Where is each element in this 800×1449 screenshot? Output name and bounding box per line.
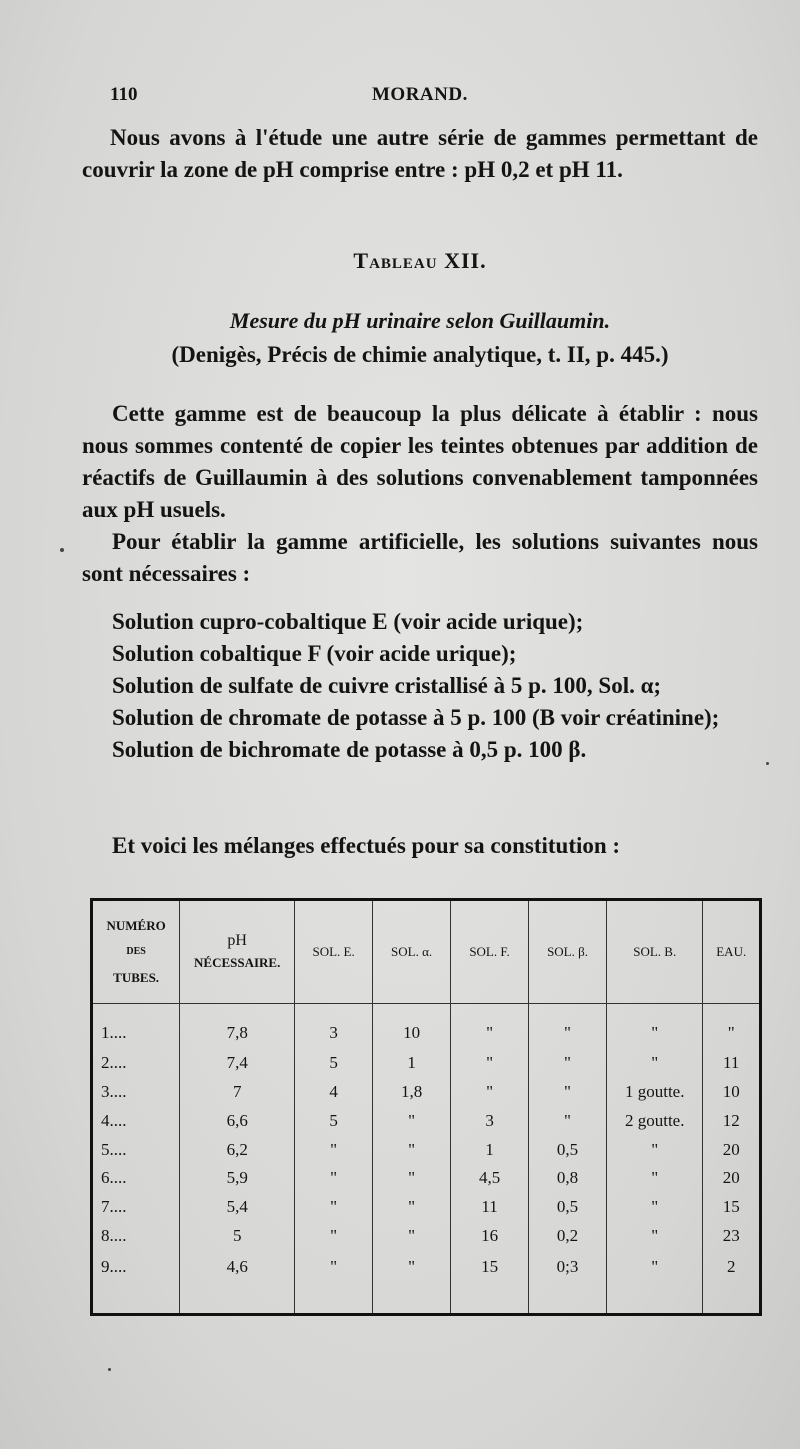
cell-sol-alpha: " [373, 1106, 451, 1135]
table-header-row [92, 900, 761, 1004]
cell-sol-beta: 0,8 [529, 1164, 607, 1193]
running-title: MORAND. [372, 84, 468, 105]
paragraph-2: Pour établir la gamme artificielle, les solutions suivantes nous sont nécessaires : [82, 529, 758, 586]
running-header [110, 84, 710, 114]
cell-sol-b: " [607, 1164, 703, 1193]
table-subtitle: Mesure du pH urinaire selon Guillaumin. [229, 308, 611, 333]
cell-eau: 15 [722, 1197, 740, 1217]
header-numero-line1: NUMÉRO [106, 918, 166, 933]
cell-ph: 6,6 [180, 1106, 295, 1135]
cell-eau: 23 [722, 1226, 740, 1246]
paragraph-1: Cette gamme est de beaucoup la plus délicate à établir : nous nous sommes contenté de copier les teintes obtenues par addition de réactifs de Guillaumin à des solutions convenablement tamponnées aux pH usuels. [82, 401, 758, 522]
header-ph [180, 900, 295, 1004]
cell-sol-f: " [451, 1048, 529, 1077]
cell-sol-beta: 0;3 [529, 1251, 607, 1315]
ink-speck [766, 762, 769, 765]
cell-sol-beta: 0,5 [529, 1193, 607, 1222]
solution-item: Solution de bichromate de potasse à 0,5 p. 100 β. [112, 737, 587, 762]
cell-eau: 11 [723, 1052, 740, 1072]
cell-sol-f: 11 [451, 1193, 529, 1222]
bibliographic-reference: (Denigès, Précis de chimie analytique, t. II, p. 445.) [171, 342, 669, 367]
cell-sol-alpha: " [373, 1193, 451, 1222]
header-sol-beta: SOL. β. [529, 900, 607, 1004]
cell-sol-e: " [295, 1164, 373, 1193]
cell-eau: 12 [722, 1110, 740, 1130]
table-row [92, 1048, 761, 1077]
cell-sol-e: " [295, 1251, 373, 1315]
table-row [92, 1251, 761, 1315]
cell-sol-f: 1 [451, 1135, 529, 1164]
header-ph-line2: NÉCESSAIRE. [194, 955, 281, 970]
cell-sol-alpha: 1,8 [373, 1077, 451, 1106]
cell-sol-e: " [295, 1135, 373, 1164]
cell-sol-alpha: " [373, 1164, 451, 1193]
intro-paragraph [82, 122, 758, 186]
solution-item: Solution cobaltique F (voir acide urique); [112, 641, 517, 666]
cell-sol-b: " [607, 1135, 703, 1164]
cell-tube: 3.... [92, 1077, 180, 1106]
header-numero-line2: DES [126, 946, 146, 957]
cell-tube: 9.... [92, 1251, 180, 1315]
table-row [92, 1135, 761, 1164]
header-numero [92, 900, 180, 1004]
ink-speck [108, 1368, 111, 1371]
solution-item: Solution de chromate de potasse à 5 p. 100 (B voir créatinine); [112, 705, 720, 730]
cell-sol-f: 15 [451, 1251, 529, 1315]
table-row [92, 1222, 761, 1251]
cell-ph: 5 [180, 1222, 295, 1251]
cell-sol-b: " [607, 1251, 703, 1315]
ink-speck [60, 548, 64, 552]
cell-tube: 1.... [92, 1004, 180, 1049]
page-number: 110 [110, 84, 138, 105]
cell-eau: 2 [726, 1256, 736, 1276]
cell-sol-b: 2 goutte. [607, 1106, 703, 1135]
cell-tube: 7.... [92, 1193, 180, 1222]
cell-sol-e: " [295, 1222, 373, 1251]
cell-sol-alpha: 10 [373, 1004, 451, 1049]
header-sol-f: SOL. F. [451, 900, 529, 1004]
table-row [92, 1164, 761, 1193]
cell-sol-beta: " [529, 1048, 607, 1077]
cell-eau: " [727, 1023, 735, 1043]
intro-text: Nous avons à l'étude une autre série de gammes permettant de couvrir la zone de pH comprise entre : pH 0,2 et pH 11. [82, 125, 758, 182]
cell-sol-beta: " [529, 1004, 607, 1049]
table-title: Tableau XII. [353, 248, 487, 273]
cell-ph: 5,9 [180, 1164, 295, 1193]
cell-sol-b: " [607, 1048, 703, 1077]
solution-item: Solution de sulfate de cuivre cristallisé à 5 p. 100, Sol. α; [112, 673, 662, 698]
cell-eau: 10 [722, 1081, 740, 1101]
cell-sol-f: " [451, 1004, 529, 1049]
cell-sol-f: " [451, 1077, 529, 1106]
cell-sol-e: 5 [295, 1106, 373, 1135]
table-row [92, 1077, 761, 1106]
solution-item: Solution cupro-cobaltique E (voir acide urique); [112, 609, 584, 634]
header-eau: EAU. [703, 900, 761, 1004]
cell-eau: 20 [722, 1168, 740, 1188]
table-row [92, 1004, 761, 1049]
cell-sol-b: 1 goutte. [607, 1077, 703, 1106]
cell-tube: 2.... [92, 1048, 180, 1077]
cell-sol-f: 4,5 [451, 1164, 529, 1193]
cell-ph: 4,6 [180, 1251, 295, 1315]
cell-sol-beta: " [529, 1077, 607, 1106]
cell-sol-e: 4 [295, 1077, 373, 1106]
cell-ph: 7,4 [180, 1048, 295, 1077]
cell-tube: 4.... [92, 1106, 180, 1135]
cell-eau: 20 [722, 1139, 740, 1159]
body-paragraphs [82, 398, 758, 590]
closing-paragraph [82, 830, 758, 862]
header-sol-b: SOL. B. [607, 900, 703, 1004]
cell-ph: 7,8 [180, 1004, 295, 1049]
cell-ph: 7 [180, 1077, 295, 1106]
cell-sol-beta: 0,5 [529, 1135, 607, 1164]
cell-sol-f: 3 [451, 1106, 529, 1135]
cell-tube: 8.... [92, 1222, 180, 1251]
cell-sol-b: " [607, 1222, 703, 1251]
header-sol-alpha: SOL. α. [373, 900, 451, 1004]
header-ph-line1: pH [227, 932, 247, 949]
cell-sol-e: 5 [295, 1048, 373, 1077]
cell-sol-f: 16 [451, 1222, 529, 1251]
cell-sol-beta: 0,2 [529, 1222, 607, 1251]
cell-ph: 6,2 [180, 1135, 295, 1164]
cell-sol-beta: " [529, 1106, 607, 1135]
cell-sol-b: " [607, 1004, 703, 1049]
cell-sol-e: " [295, 1193, 373, 1222]
cell-tube: 5.... [92, 1135, 180, 1164]
closing-text: Et voici les mélanges effectués pour sa constitution : [112, 833, 621, 858]
cell-sol-alpha: " [373, 1222, 451, 1251]
header-numero-line3: TUBES. [113, 970, 160, 985]
mixtures-table [90, 898, 762, 1316]
cell-ph: 5,4 [180, 1193, 295, 1222]
header-sol-e: SOL. E. [295, 900, 373, 1004]
cell-tube: 6.... [92, 1164, 180, 1193]
cell-sol-alpha: " [373, 1135, 451, 1164]
table-row [92, 1106, 761, 1135]
cell-sol-alpha: " [373, 1251, 451, 1315]
cell-sol-e: 3 [295, 1004, 373, 1049]
solutions-list [82, 606, 758, 766]
cell-sol-b: " [607, 1193, 703, 1222]
cell-sol-alpha: 1 [373, 1048, 451, 1077]
table-row [92, 1193, 761, 1222]
